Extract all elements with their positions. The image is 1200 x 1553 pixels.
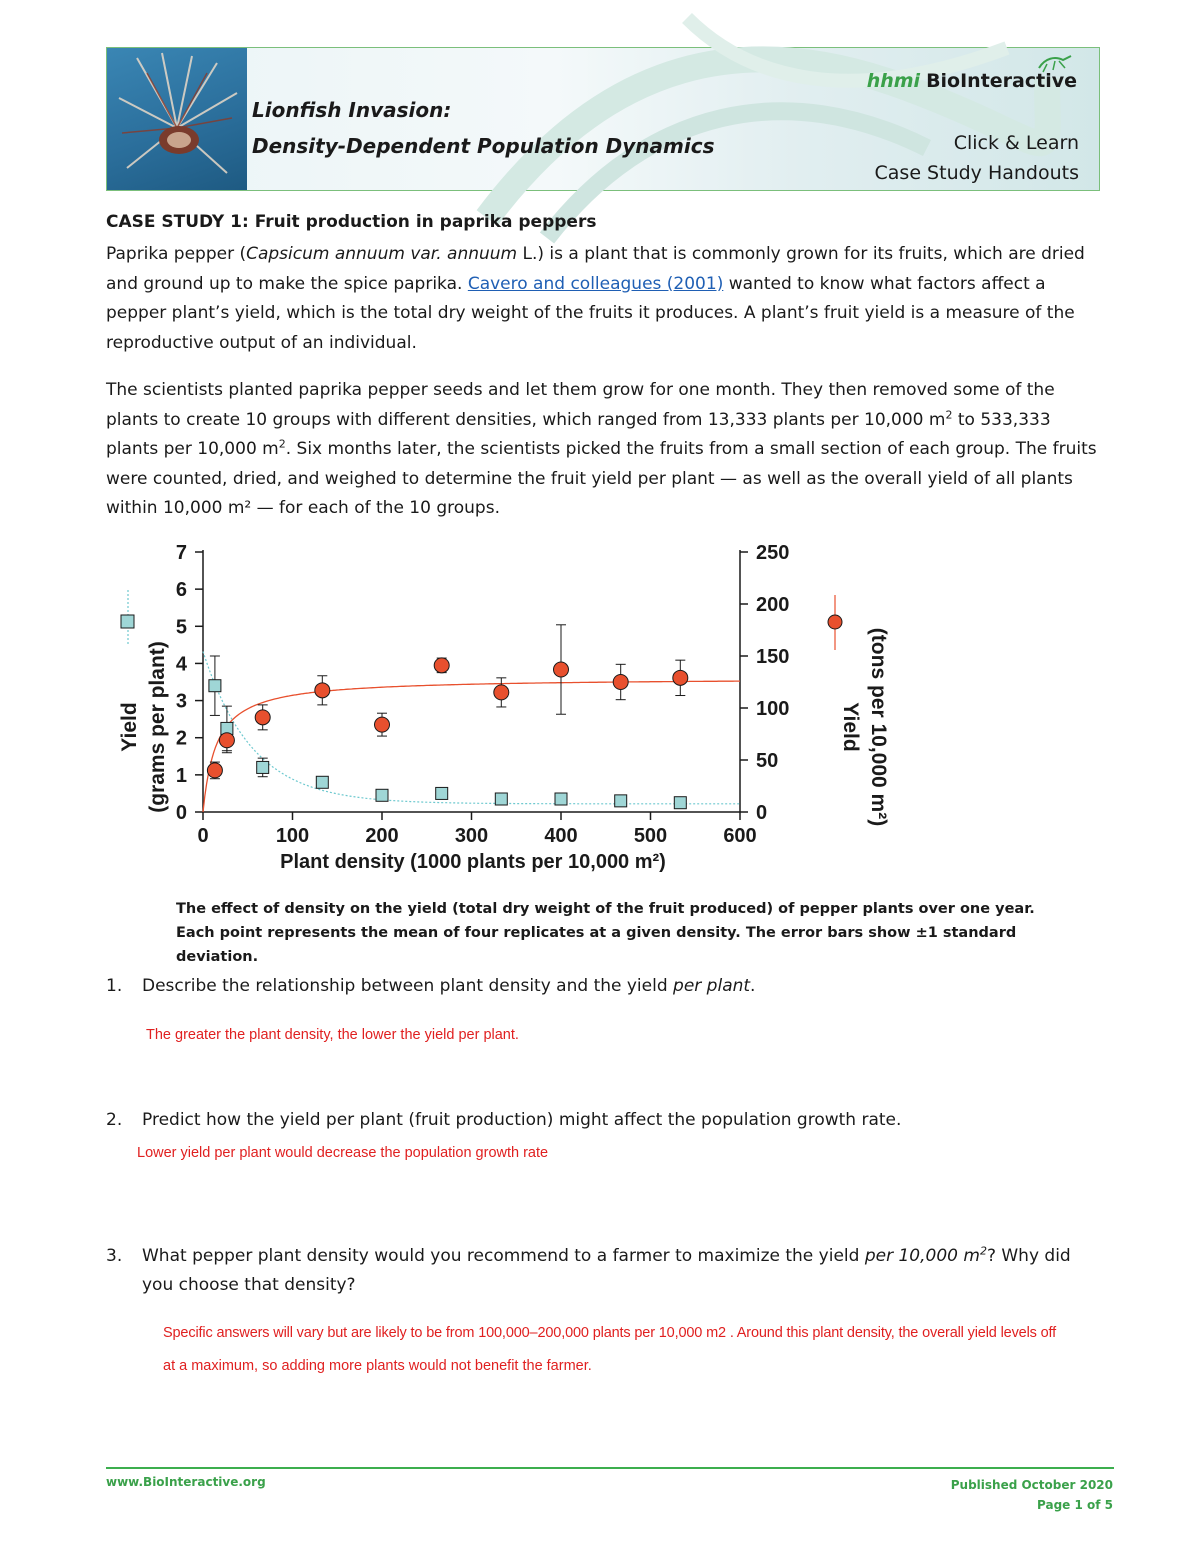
case-study-handouts-label: Case Study Handouts: [874, 162, 1079, 184]
per-plant-yield-point: [209, 680, 221, 692]
total-yield-point: [494, 685, 509, 700]
answer-2: Lower yield per plant would decrease the population growth rate: [137, 1145, 549, 1161]
logo-hhmi: hhmi: [866, 70, 921, 92]
total-yield-point: [207, 763, 222, 778]
question-text: Describe the relationship between plant density and the yield per plant.: [142, 976, 756, 996]
total-yield-point: [255, 710, 270, 725]
legend-right: [828, 595, 842, 650]
per-plant-yield-point: [615, 795, 627, 807]
answer-3-line2: at a maximum, so adding more plants would not benefit the farmer.: [163, 1358, 592, 1374]
total-yield-point: [315, 683, 330, 698]
question-number: 1.: [106, 976, 123, 996]
total-yield-point: [375, 717, 390, 732]
total-yield-point: [613, 675, 628, 690]
legend-left: [121, 590, 134, 645]
figure-caption: The effect of density on the yield (total dry weight of the fruit produced) of pepper plants over one year. Each point represents the mean of four replicates at a given density. The error bars show ±1 standard deviation.: [176, 901, 1035, 965]
left-tick-label: 5: [175, 616, 187, 639]
x-tick-label: 400: [544, 825, 578, 847]
total-yield-fit-curve: [203, 681, 740, 812]
left-tick-label: 2: [175, 727, 187, 750]
methods-paragraph: The scientists planted paprika pepper seeds and let them grow for one month. They then removed some of the plants to create 10 groups with different densities, which ranged from 13,333 plants per 10,000 $m^2$ to 533,333 plants per 10,000 $m^2$. Six months later, the scientists picked the fruits from a small section of each group. The fruits were counted, dried, and weighed to determine the fruit yield per plant — as well as the overall yield of all plants within 10,000 m² — for each of the 10 groups.: [106, 380, 1097, 518]
right-tick-label: 0: [756, 802, 768, 824]
x-tick-label: 500: [633, 825, 668, 847]
x-tick-label: 600: [723, 825, 757, 847]
left-tick-label: 4: [175, 653, 187, 676]
banner-swirl-decoration: [487, 18, 1047, 238]
click-learn-label: Click & Learn: [953, 132, 1079, 154]
total-yield-point: [219, 733, 234, 748]
case-study-heading: CASE STUDY 1: Fruit production in paprika peppers: [106, 212, 597, 232]
x-tick-label: 100: [275, 825, 310, 847]
question-number: 3.: [106, 1246, 123, 1266]
citation-link[interactable]: Cavero and colleagues (2001): [467, 273, 724, 294]
per-plant-fit-curve: [203, 652, 740, 804]
lionfish-photo: [107, 48, 247, 190]
right-tick-label: 150: [756, 646, 790, 668]
published-date: Published October 2020: [950, 1478, 1113, 1492]
right-tick-label: 250: [756, 542, 790, 564]
per-plant-yield-point: [257, 761, 269, 773]
per-plant-yield-point: [376, 789, 388, 801]
x-tick-label: 0: [197, 825, 209, 847]
logo-biointeractive: BioInteractive: [926, 70, 1077, 92]
left-tick-label: 1: [175, 764, 187, 787]
question-text: Predict how the yield per plant (fruit production) might affect the population growth rate.: [142, 1110, 902, 1130]
per-plant-yield-point: [316, 776, 328, 788]
question-text: What pepper plant density would you recommend to a farmer to maximize the yield per 10,000 $m^2$? Why did you choose that density?: [142, 1244, 1071, 1295]
x-tick-label: 200: [365, 825, 399, 847]
page-number: Page 1 of 5: [1037, 1498, 1113, 1512]
total-yield-point: [554, 662, 569, 677]
left-axis-label: Yield: [118, 702, 141, 752]
total-yield-point: [434, 658, 449, 673]
per-plant-yield-point: [674, 797, 686, 809]
x-tick-label: 300: [454, 825, 489, 847]
left-tick-label: 0: [175, 802, 187, 824]
right-tick-label: 50: [756, 750, 779, 772]
intro-paragraph: Paprika pepper (Capsicum annuum var. annuum L.) is a plant that is commonly grown for its fruits, which are dried and ground up to make the spice paprika. Cavero and colleagues (2001) wanted to know what factors affect a pepper plant’s yield, which is the total dry weight of the fruits it produces. A plant’s fruit yield is a measure of the reproductive output of an individual.: [106, 244, 1085, 353]
left-tick-label: 3: [175, 690, 187, 713]
left-tick-label: 7: [175, 542, 187, 564]
yield-density-chart: [100, 535, 890, 880]
per-plant-yield-point: [555, 793, 567, 805]
right-axis-label: Yield: [839, 702, 862, 752]
right-tick-label: 100: [756, 698, 790, 720]
right-tick-label: 200: [756, 594, 790, 616]
answer-1: The greater the plant density, the lower the yield per plant.: [146, 1027, 519, 1043]
left-tick-label: 6: [175, 579, 187, 602]
footer-meta: [951, 1475, 1113, 1515]
left-axis-sublabel: (grams per plant): [146, 641, 169, 813]
biointeractive-logo: [867, 70, 1077, 92]
species-name: Capsicum annuum var. annuum: [246, 244, 518, 264]
footer-website-link[interactable]: www.BioInteractive.org: [106, 1475, 266, 1489]
banner-title-line1: Lionfish Invasion:: [252, 98, 452, 122]
footer-divider: [106, 1467, 1114, 1469]
right-axis-sublabel: (tons per 10,000 m²): [867, 627, 890, 827]
header-banner: [106, 47, 1100, 191]
per-plant-yield-point: [436, 787, 448, 799]
per-plant-yield-point: [495, 793, 507, 805]
total-yield-point: [673, 670, 688, 685]
answer-3-line1: Specific answers will vary but are likely to be from 100,000–200,000 plants per 10,000 m2 . Around this plant density, the overall yield levels off: [163, 1325, 1057, 1341]
question-number: 2.: [106, 1110, 123, 1130]
banner-title-line2: Density-Dependent Population Dynamics: [252, 134, 715, 158]
x-axis-label: Plant density (1000 plants per 10,000 m²): [280, 851, 666, 873]
